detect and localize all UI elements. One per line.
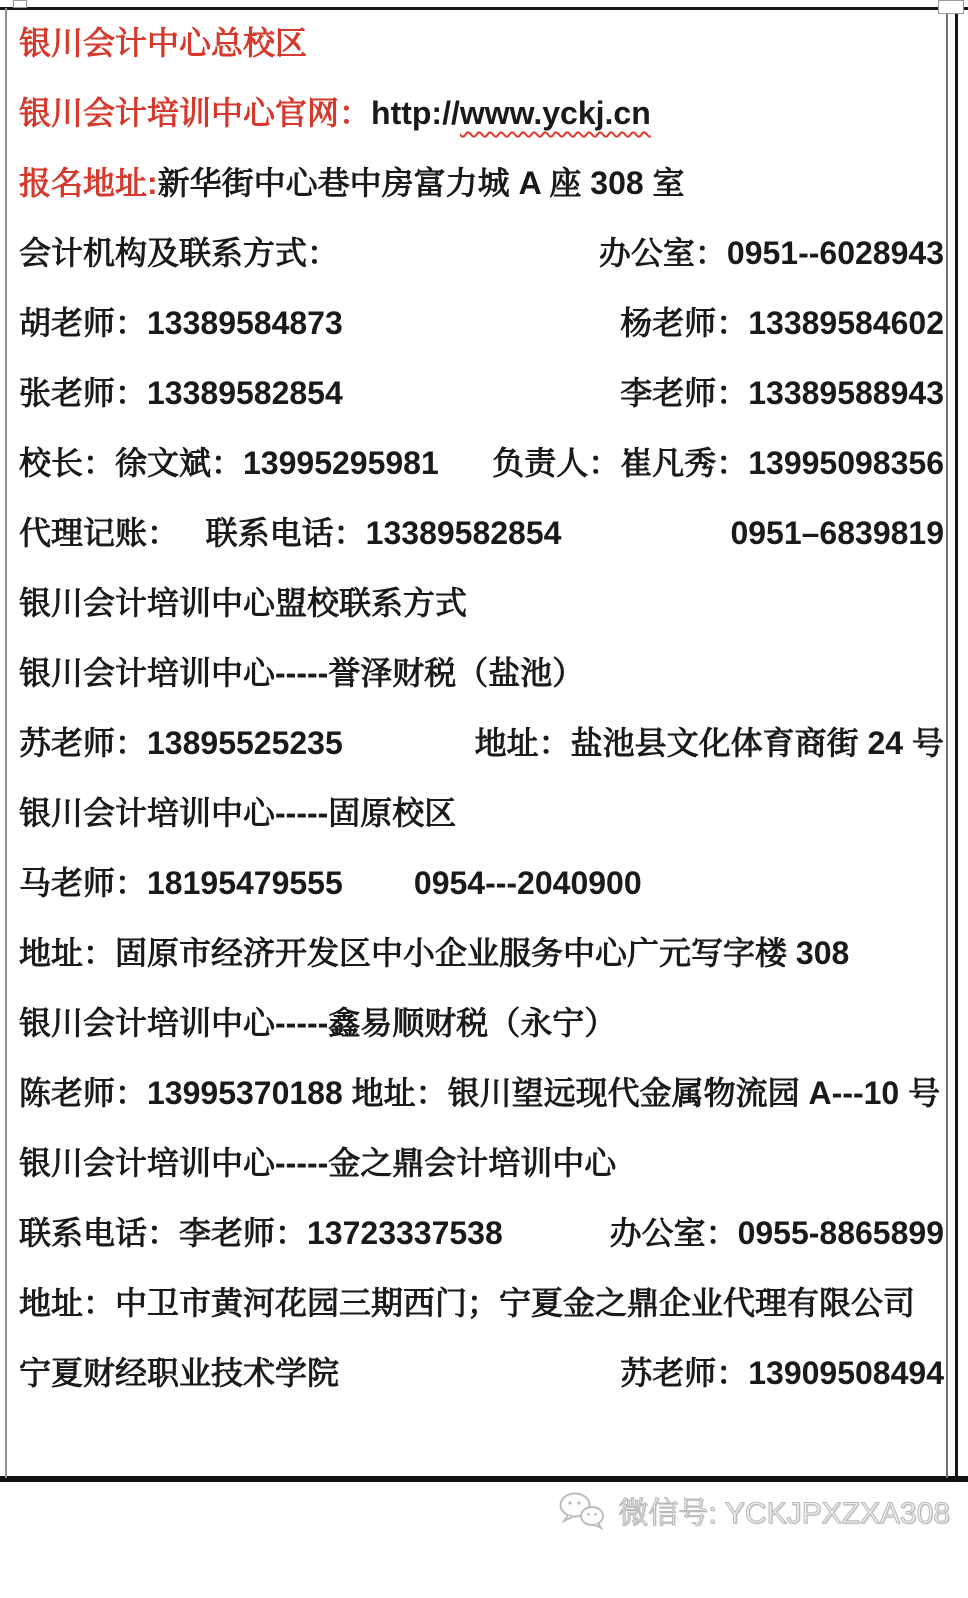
teacher-hu-phone: 胡老师：13389584873: [19, 305, 343, 341]
bookkeeping-landline: 0951–6839819: [730, 515, 944, 551]
site-url-prefix: http://: [371, 95, 460, 131]
row-branch-yanchi: [19, 638, 944, 708]
teacher-zhang-phone: 张老师：13389582854: [19, 375, 343, 411]
row-bookkeeping: [19, 498, 944, 568]
zhongwei-address: 地址：中卫市黄河花园三期西门；宁夏金之鼎企业代理有限公司: [19, 1285, 916, 1321]
teacher-ma-phone: 马老师：18195479555 0954---2040900: [19, 865, 642, 901]
office-phone: 办公室：0951--6028943: [598, 235, 944, 271]
row-official-site: [19, 78, 944, 148]
wechat-icon: [558, 1422, 608, 1598]
branch-yanchi-title: 银川会计培训中心-----誉泽财税（盐池）: [19, 655, 585, 691]
principal-phone: 校长：徐文斌：13995295981: [19, 445, 439, 481]
college-teacher-su-phone: 苏老师：13909508494: [620, 1355, 944, 1391]
teacher-li-phone: 李老师：13389588943: [620, 375, 944, 411]
row-teacher-chen: [19, 1058, 944, 1128]
jinzhiding-teacher-li-phone: 联系电话：李老师：13723337538: [19, 1215, 503, 1251]
row-teacher-ma: [19, 848, 944, 918]
org-contact-heading: 会计机构及联系方式：: [19, 235, 340, 271]
row-guyuan-address: [19, 918, 944, 988]
branch-guyuan-title: 银川会计培训中心-----固原校区: [19, 795, 457, 831]
site-url-link[interactable]: www.yckj.cn: [459, 95, 651, 131]
branch-yongning-title: 银川会计培训中心-----鑫易顺财税（永宁）: [19, 1005, 617, 1041]
row-jinzhiding-contact: [19, 1198, 944, 1268]
official-site-label: 银川会计培训中心官网：: [19, 95, 372, 131]
director-phone: 负责人：崔凡秀：13995098356: [492, 445, 944, 481]
row-zhongwei-address: [19, 1268, 944, 1338]
row-org-and-office: [19, 218, 944, 288]
row-teacher-zhang-li: [19, 358, 944, 428]
bookkeeping-contact: 代理记账： 联系电话：13389582854: [19, 515, 562, 551]
signup-address-label: 报名地址:: [19, 165, 158, 201]
row-main-campus-title: [19, 8, 944, 78]
teacher-yang-phone: 杨老师：13389584602: [620, 305, 944, 341]
row-teacher-su-yanchi: [19, 708, 944, 778]
row-branch-guyuan: [19, 778, 944, 848]
row-college-su: [19, 1338, 944, 1408]
table-handle-top-left: [13, 0, 27, 8]
yanchi-address: 地址：盐池县文化体育商街 24 号: [474, 725, 944, 761]
signup-address-value: 新华街中心巷中房富力城 A 座 308 室: [157, 165, 685, 201]
row-principal-director: [19, 428, 944, 498]
row-branch-yongning: [19, 988, 944, 1058]
teacher-chen-phone-address: 陈老师：13995370188 地址：银川望远现代金属物流园 A---10 号: [19, 1075, 941, 1111]
teacher-su-phone: 苏老师：13895525235: [19, 725, 343, 761]
row-alliance-heading: [19, 568, 944, 638]
contact-list: [0, 8, 968, 1408]
wechat-watermark: [558, 1422, 950, 1598]
guyuan-address: 地址：固原市经济开发区中小企业服务中心广元写字楼 308: [19, 935, 850, 971]
jinzhiding-office-phone: 办公室：0955-8865899: [609, 1215, 944, 1251]
row-teacher-hu-yang: [19, 288, 944, 358]
row-branch-jinzhiding: [19, 1128, 944, 1198]
row-signup-address: [19, 148, 944, 218]
college-name: 宁夏财经职业技术学院: [19, 1355, 340, 1391]
wechat-id-text: 微信号: YCKJPXZXA308: [618, 1497, 950, 1530]
alliance-heading: 银川会计培训中心盟校联系方式: [19, 585, 468, 621]
main-campus-title: 银川会计中心总校区: [19, 25, 308, 61]
branch-jinzhiding-title: 银川会计培训中心-----金之鼎会计培训中心: [19, 1145, 617, 1181]
